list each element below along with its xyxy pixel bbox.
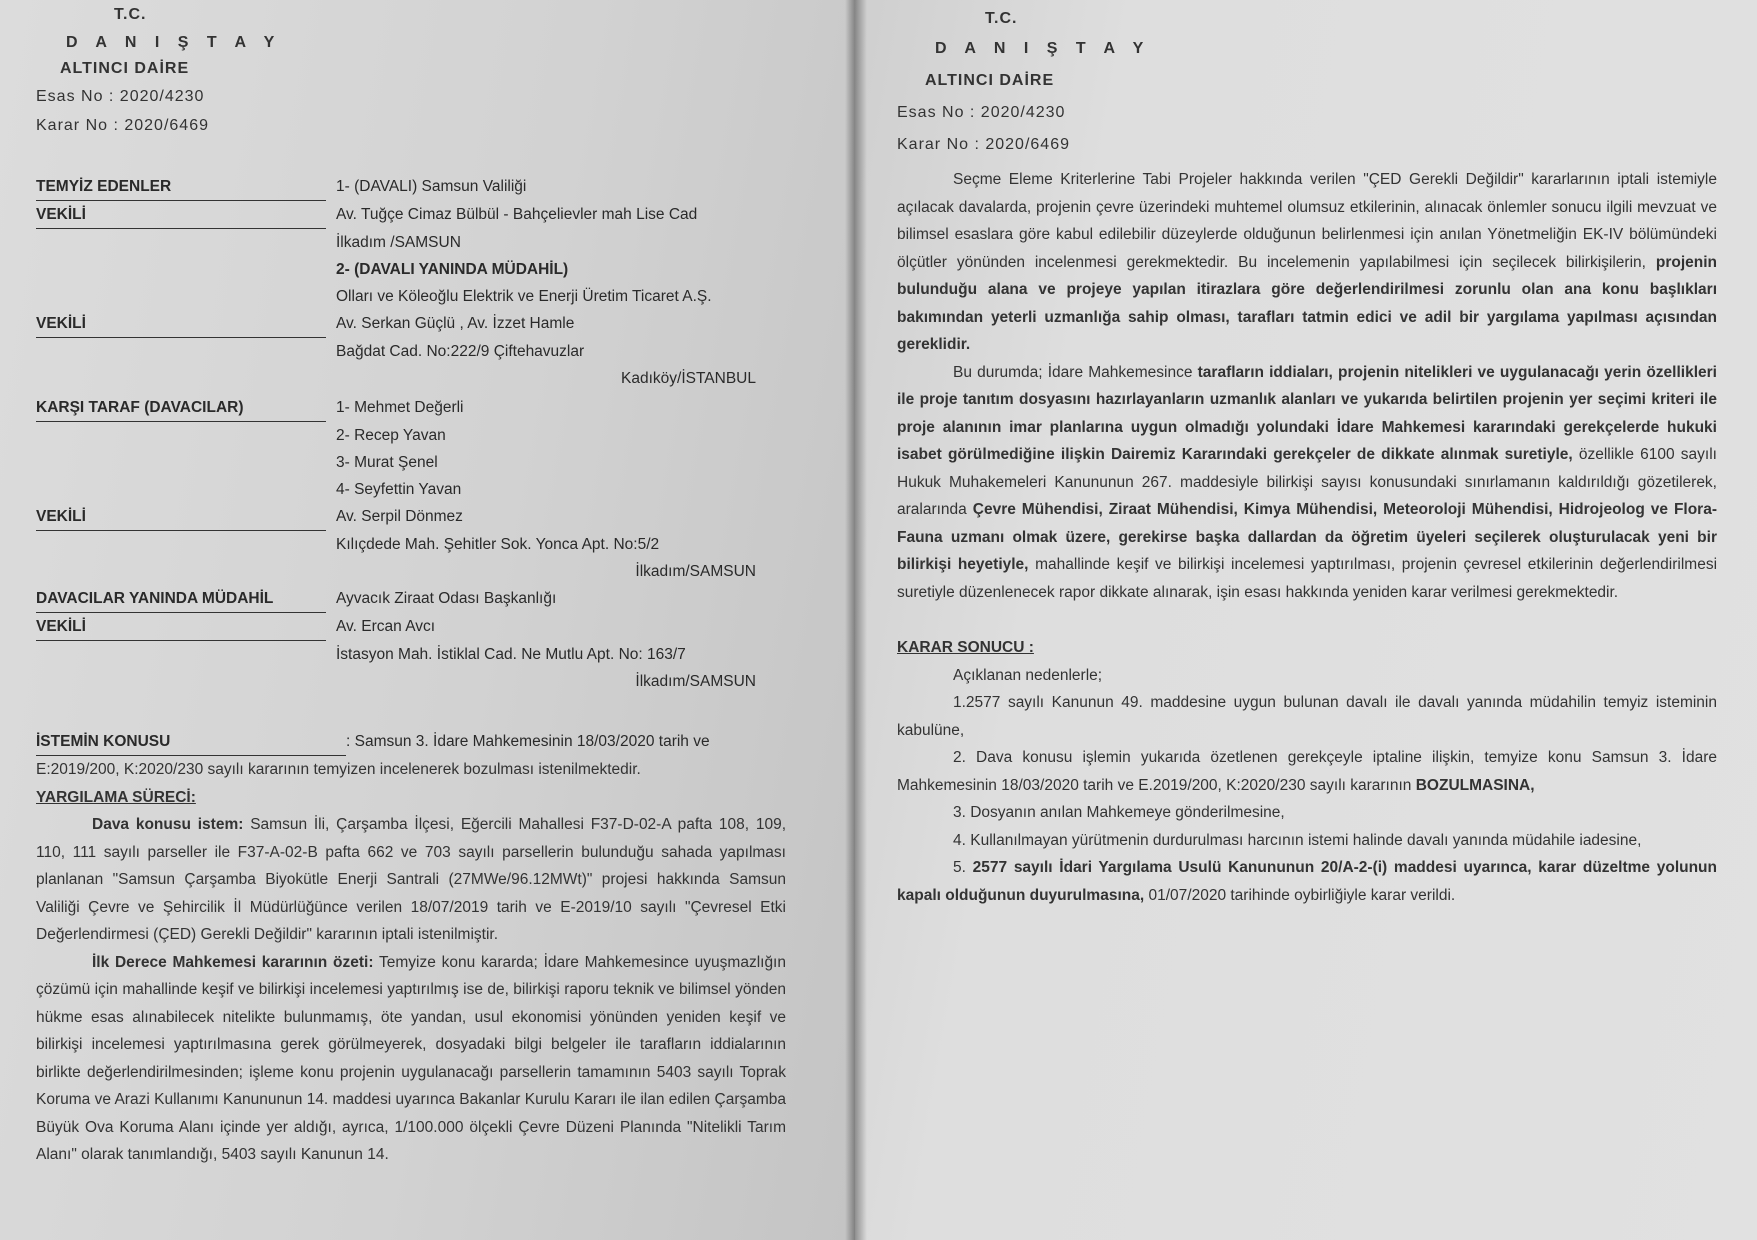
istemin-block <box>36 728 786 1169</box>
karsi-3: 3- Murat Şenel <box>336 454 438 471</box>
para2-b: tarafların iddiaları, projenin nitelikleri ve uygulanacağı yerin özellikleri ile proje tanıtım dosyasını hazırlayanların uzmanlık alanları ve yukarıda belirtilen projenin yer seçimi kriteri ile proje alanının imar planlarına uygun olmadığı yolundaki İdare Mahkemesi kararındaki gerekçelerde hukuki isabet görülmediğine ilişkin Dairemiz Kararındaki gerekçeler de dikkate alınmak suretiyle, <box>897 363 1717 463</box>
para2-d: Çevre Mühendisi, Ziraat Mühendisi, Kimya Mühendisi, Meteoroloji Mühendisi, Hidrojeolog ve Flora-Fauna uzmanı olmak üzere, gerekirse başka dallardan da öğretim üyeleri seçilerek oluşturulacak yeni bir bilirkişi heyetiyle, <box>897 501 1717 573</box>
vekil3-value1: Av. Serpil Dönmez <box>336 508 463 525</box>
temyiz-value: 1- (DAVALI) Samsun Valiliği <box>336 178 527 195</box>
right-page <box>855 0 1757 1240</box>
karsi-2: 2- Recep Yavan <box>336 427 446 444</box>
vekil4-value3: İlkadım/SAMSUN <box>635 673 756 690</box>
left-header-esas: Esas No : 2020/4230 <box>36 88 205 105</box>
para2-e: mahallinde keşif ve bilirkişi incelemesi yaptırılması, projenin çevresel etkilerinin değerlendirilmesi suretiyle düzenlenecek rapor dikkate alınarak, işin esası hakkında yeniden karar verilmesi gerekmektedir. <box>897 556 1718 601</box>
istemin-label: İSTEMİN KONUSU <box>36 728 346 756</box>
item-2: 2. Dava konusu işlemin yukarıda özetlenen gerekçeyle iptaline ilişkin, temyize konu Samsun 3. İdare Mahkemesinin 18/03/2020 tarih ve E.2019/200, K:2020/230 sayılı kararının <box>897 749 1717 794</box>
left-header-court: D A N I Ş T A Y <box>66 34 282 51</box>
vekil2-value1: Av. Serkan Güçlü , Av. İzzet Hamle <box>336 315 575 332</box>
item-2-bozulmasina: BOZULMASINA, <box>1415 776 1535 794</box>
vekil2-value3: Kadıköy/İSTANBUL <box>621 370 756 387</box>
vekil3-label: VEKİLİ <box>36 503 326 531</box>
ilk-text: Temyize konu kararda; İdare Mahkemesince uyuşmazlığın çözümü için mahallinde keşif ve bilirkişi incelemesi yaptırılmış ise de, bilirkişi raporu teknik ve bilimsel yönden hükme esas alınabilecek nitelikte bulunmamış, öte yandan, usul ekonomisi yönünden yeniden keşif ve bilirkişi incelemesi yaptırılmasına gerek görülmeyerek, dosyadaki bilgi belgeler ile tarafların iddialarının birlikte değerlendirilmesinden; işleme konu projenin uygulanacağı parsellerin tamamının 5403 sayılı Toprak Koruma ve Arazi Kullanımı Kanununun 14. maddesi uyarınca Bakanlar Kurulu Kararı ile ilan edilen Çarşamba Büyük Ova Koruma Alanı içinde yer aldığı, ayrıca, 1/100.000 ölçekli Çevre Düzeni Planında "Nitelikli Tarım Alanı" olarak tanımlandığı, 5403 sayılı Kanunun 14. <box>36 953 786 1163</box>
parties-block <box>36 173 786 695</box>
istemin-value1: : Samsun 3. İdare Mahkemesinin 18/03/2020 tarih ve <box>346 733 710 750</box>
istemin-value2: E:2019/200, K:2020/230 sayılı kararının temyizen incelenerek bozulması istenilmektedir. <box>36 761 641 778</box>
item-5-tail: 01/07/2020 tarihinde oybirliğiyle karar verildi. <box>1148 886 1456 904</box>
ilk-lead: İlk Derece Mahkemesi kararının özeti: <box>92 953 374 971</box>
right-header-court: D A N I Ş T A Y <box>935 40 1151 57</box>
para2-c: özellikle 6100 sayılı Hukuk Muhakemeleri Kanununun 267. maddesiyle bilirkişi sayısı konusundaki sınırlamanın kaldırıldığı gözetilerek, aralarında <box>897 446 1717 518</box>
right-header-esas: Esas No : 2020/4230 <box>897 104 1066 121</box>
item-5-num: 5. <box>953 859 966 876</box>
para1-b: projenin bulunduğu alana ve projeye yapılan itirazlara göre değerlendirilmesi zorunlu olan ana konu başlıkları bakımından yeterli uzmanlığa sahip olması, tarafları tatmin edici ve adil bir yargılama yapılması açısından gereklidir. <box>897 253 1717 353</box>
right-header-chamber: ALTINCI DAİRE <box>925 72 1055 89</box>
vekil3-value2: Kılıçdede Mah. Şehitler Sok. Yonca Apt. No:5/2 <box>336 536 660 553</box>
karar-sonucu-label: KARAR SONUCU : <box>897 639 1034 656</box>
vekil1-value2: İlkadım /SAMSUN <box>336 234 461 251</box>
vekil4-label: VEKİLİ <box>36 613 326 641</box>
para1-a: Seçme Eleme Kriterlerine Tabi Projeler hakkında verilen "ÇED Gerekli Değildir" kararlarının iptali istemiyle açılacak davalarda, projenin çevre üzerindeki muhtemel olumsuz etkilerinin, alınacak önlemler sonucu ilgili mevzuat ve bilimsel esaslara göre kabul edilebilir düzeylerde olduğunun belirlenmesi için anılan Yönetmeliğin EK-IV bölümündeki ölçütler yönünden incelenmesi gerekmektedir. Bu incelemenin yapılabilmesi için seçilecek bilirkişilerin, <box>897 171 1717 271</box>
vekil1-value1: Av. Tuğçe Cimaz Bülbül - Bahçelievler mah Lise Cad <box>336 206 698 223</box>
book-spine-shadow <box>845 0 867 1240</box>
vekil3-value3: İlkadım/SAMSUN <box>635 563 756 580</box>
vekil1-label: VEKİLİ <box>36 201 326 229</box>
aciklanan: Açıklanan nedenlerle; <box>953 666 1103 684</box>
mudahil-value: Olları ve Köleoğlu Elektrik ve Enerji Üretim Ticaret A.Ş. <box>336 288 712 305</box>
davaci-mudahil-label: DAVACILAR YANINDA MÜDAHİL <box>36 585 326 613</box>
karsi-label: KARŞI TARAF (DAVACILAR) <box>36 394 326 422</box>
dava-text: Samsun İli, Çarşamba İlçesi, Eğercili Mahallesi F37-D-02-A pafta 108, 109, 110, 111 sayılı parseller ile F37-A-02-B pafta 662 ve 703 sayılı parsellerin bulunduğu sahada yapılması planlanan "Samsun Çarşamba Biyokütle Enerji Santrali (27MWe/96.12MWt)" projesi hakkında Samsun Valiliği Çevre ve Şehircilik İl Müdürlüğünce verilen 18/07/2019 tarih ve E-2019/10 sayılı "Çevresel Etki Değerlendirmesi (ÇED) Gerekli Değildir" kararının iptali istenilmiştir. <box>36 816 787 943</box>
vekil4-value1: Av. Ercan Avcı <box>336 618 436 635</box>
item-3: 3. Dosyanın anılan Mahkemeye gönderilmesine, <box>953 804 1285 821</box>
item-5-bold: 2577 sayılı İdari Yargılama Usulü Kanununun 20/A-2-(i) maddesi uyarınca, karar düzeltme yolunun kapalı olduğunun duyurulmasına, <box>897 859 1717 904</box>
left-header-tc: T.C. <box>114 6 147 23</box>
item-1: 1.2577 sayılı Kanunun 49. maddesine uygun bulunan davalı ile davalı yanında müdahilin temyiz isteminin kabulüne, <box>897 694 1717 739</box>
dava-lead: Dava konusu istem: <box>92 816 244 833</box>
vekil4-value2: İstasyon Mah. İstiklal Cad. Ne Mutlu Apt. No: 163/7 <box>336 646 686 663</box>
right-header-tc: T.C. <box>985 10 1018 27</box>
left-page <box>0 0 855 1240</box>
temyiz-label: TEMYİZ EDENLER <box>36 173 326 201</box>
yargilama-label: YARGILAMA SÜRECİ: <box>36 788 196 806</box>
right-body <box>897 166 1717 909</box>
para2-a: Bu durumda; İdare Mahkemesince <box>953 363 1193 381</box>
mudahil-title: 2- (DAVALI YANINDA MÜDAHİL) <box>336 261 569 278</box>
left-header-chamber: ALTINCI DAİRE <box>60 60 190 77</box>
right-header-karar: Karar No : 2020/6469 <box>897 136 1070 153</box>
vekil2-label: VEKİLİ <box>36 310 326 338</box>
item-4: 4. Kullanılmayan yürütmenin durdurulması harcının istemi halinde davalı yanında müdahile iadesine, <box>953 831 1642 849</box>
karsi-4: 4- Seyfettin Yavan <box>336 481 462 498</box>
left-header-karar: Karar No : 2020/6469 <box>36 117 209 134</box>
karsi-1: 1- Mehmet Değerli <box>336 399 464 416</box>
vekil2-value2: Bağdat Cad. No:222/9 Çiftehavuzlar <box>336 343 585 360</box>
davaci-mudahil-value: Ayvacık Ziraat Odası Başkanlığı <box>336 590 557 607</box>
